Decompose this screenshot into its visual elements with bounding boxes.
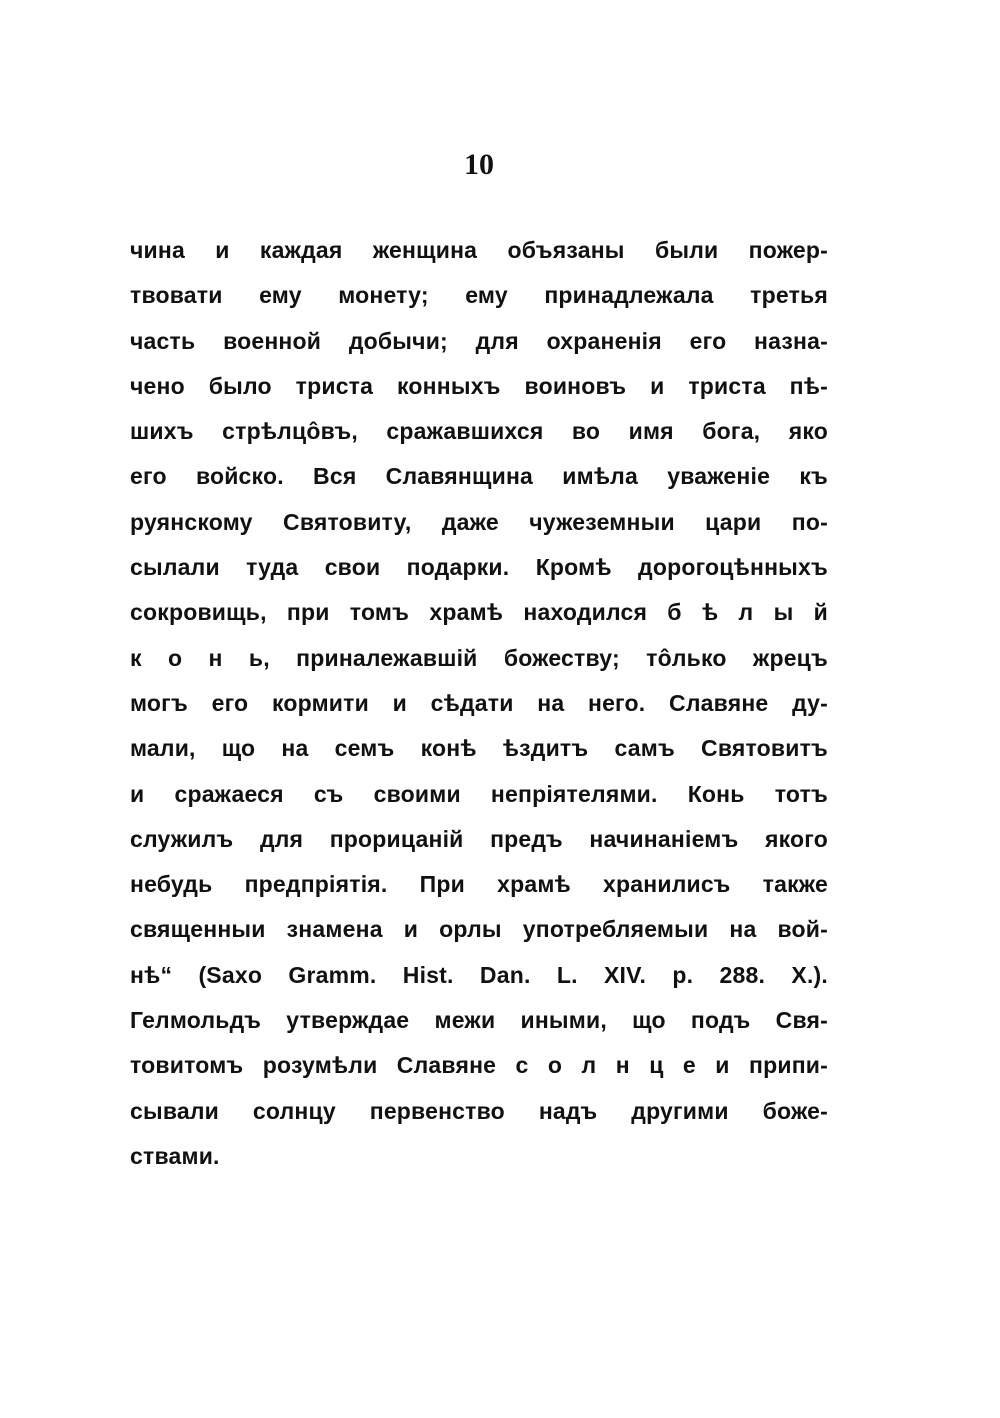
text-line: шихъ стрѣлцôвъ, сражавшихся во имя бога, яко	[130, 418, 828, 445]
text-line: к о н ь, приналежавшій божеству; тôлько жрецъ	[130, 644, 828, 671]
text-line: его войско. Вся Славянщина имѣла уваженіе къ	[130, 463, 828, 490]
citation-line: нѣ“ (Saxo Gramm. Hist. Dan. L. XIV. p. 288. X.).	[130, 961, 828, 988]
text-line: чина и каждая женщина объязаны были пожер-	[130, 237, 828, 263]
text-line: часть военной добычи; для охраненія его назна-	[130, 327, 828, 354]
text-line: Гелмольдъ утверждае межи иными, що подъ Свя-	[130, 1007, 828, 1034]
body-text	[130, 232, 828, 1183]
text-line: и сражаеся съ своими непріятелями. Конь тотъ	[130, 780, 828, 807]
text-line: священныи знамена и орлы употребляемыи на вой-	[130, 916, 828, 943]
text-line: руянскому Святовиту, даже чужеземныи цари по-	[130, 508, 828, 535]
text-line: сылали туда свои подарки. Кромѣ дорогоцѣнныхъ	[130, 554, 828, 581]
text-line: чено было триста конныхъ воиновъ и триста пѣ-	[130, 372, 828, 399]
text-line: твовати ему монету; ему принадлежала третья	[130, 282, 828, 309]
page-number: 10	[464, 148, 494, 181]
text-line-last: ствами.	[130, 1142, 220, 1169]
text-line: небудь предпріятія. При храмѣ хранилисъ также	[130, 871, 828, 898]
text-line: сывали солнцу первенство надъ другими боже-	[130, 1097, 828, 1124]
text-line: служилъ для прорицаній предъ начинаніемъ якого	[130, 825, 828, 852]
text-line: могъ его кормити и сѣдати на него. Славяне ду-	[130, 689, 828, 716]
text-line: товитомъ розумѣли Славяне с о л н ц е и припи-	[130, 1052, 828, 1079]
text-line: сокровищь, при томъ храмѣ находился б ѣ л ы й	[130, 599, 828, 626]
text-line: мали, що на семъ конѣ ѣздитъ самъ Святовитъ	[130, 735, 828, 762]
